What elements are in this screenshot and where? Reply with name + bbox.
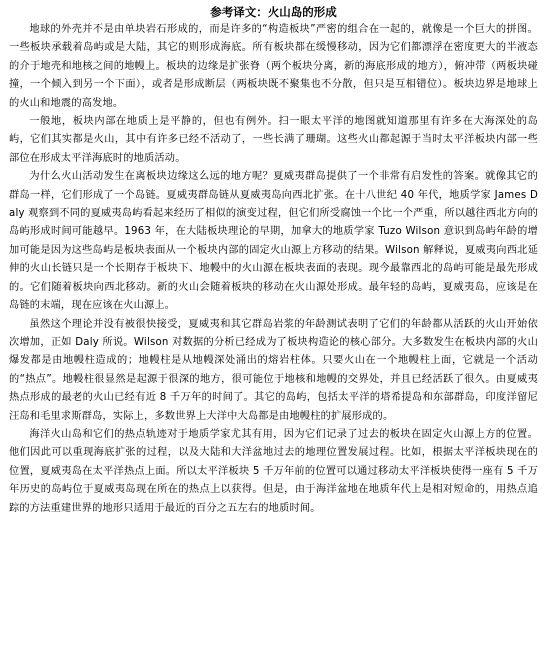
paragraph-1: 地球的外壳并不是由单块岩石形成的，而是许多的“构造板块”严密的组合在一起的，就像是一个巨大的拼图。一些板块承载着岛屿或是大陆，其它的则形成海底。所有板块都在缓慢移动，因为它们都漂浮在密度更大的半液态的介于地壳和地核之间的地幔上。板块的边缘是扩张脊（两个板块分离，新的海底形成的地方），俯冲带（两板块碰撞，一个倾入到另一个下面），或者是形成断层（两板块既不聚集也不分散，但只是互相错位）。板块边界是地球上的火山和地震的高发地。 <box>9 24 538 109</box>
paragraph-5: 海洋火山岛和它们的热点轨迹对于地质学家尤其有用，因为它们记录了过去的板块在固定火山源上方的位置。他们因此可以重现海底扩张的过程，以及大陆和大洋盆地过去的地理位置发展过程。比如，根据太平洋板块现在的位置，夏威夷岛在太平洋热点上面。所以太平洋板块 5 千万年前的位置可以通过移动太平洋板块使得一座有 5 千万年历史的岛屿位于夏威夷岛现在所在的热点上以获得。但是，由于海洋盆地在地质年代上是相对短命的，用热点追踪的方法重建世界的地形只适用于最近的百分之五左右的地质时间。 <box>9 428 538 514</box>
paragraph-2: 一般地，板块内部在地质上是平静的，但也有例外。扫一眼太平洋的地图就知道那里有许多在大海深处的岛屿，它们其实都是火山，其中有许多已经不活动了，一些长满了珊瑚。这些火山都起源于当时太平洋板块内部一些部位在形成太平洋海底时的地质活动。 <box>9 116 538 164</box>
paragraph-3: 为什么火山活动发生在离板块边缘这么远的地方呢？夏威夷群岛提供了一个非常有启发性的答案。就像其它的群岛一样，它们形成了一个岛链。夏威夷群岛链从夏威夷岛向西北扩张。在十八世纪 40 年代，地质学家 James Daly 观察到不同的夏威夷岛屿看起来经历了相似的演变过程，但它们所受腐蚀一个比一个严重，所以越往西北方向的岛屿形成时间可能越早。1963 年，在大陆板块理论的早期，加拿大的地质学家 Tuzo Wilson 意识到岛屿年龄的增加可能是因为这些岛屿是板块表面从一个板块内部的固定火山源上方移动的结果。Wilson 解释说，夏威夷向西北延伸的火山长链只是一个长期存于板块下、地幔中的火山源在板块表面的表现。现今最靠西北的岛屿可能是最先形成的。它们随着板块向西北移动。新的火山会随着板块的移动在火山源处形成。最年轻的岛屿，夏威夷岛，应该是在岛链的末端，现在应该在火山源上。 <box>9 171 538 312</box>
document-title: 参考译文：火山岛的形成 <box>210 5 337 19</box>
paragraph-4: 虽然这个理论并没有被很快接受，夏威夷和其它群岛岩浆的年龄测试表明了它们的年龄都从活跃的火山开始依次增加，正如 Daly 所说。Wilson 对数据的分析已经成为了板块构造论的核心部分。大多数发生在板块内部的火山爆发都是由地幔柱造成的；地幔柱是从地幔深处涌出的熔岩柱体。只要火山在一个地幔柱上面，它就是一个活动的“热点”。地幔柱很显然是起源于很深的地方，很可能位于地核和地幔的交界处，并且已经活跃了很久。由夏威夷热点形成的最老的火山已经有近 8 千万年的时间了。其它的岛屿，包括太平洋的塔希提岛和东部群岛，印度洋留尼汪岛和毛里求斯群岛，实际上，多数世界上大洋中大岛都是由地幔柱的扩展形成的。 <box>9 318 538 422</box>
